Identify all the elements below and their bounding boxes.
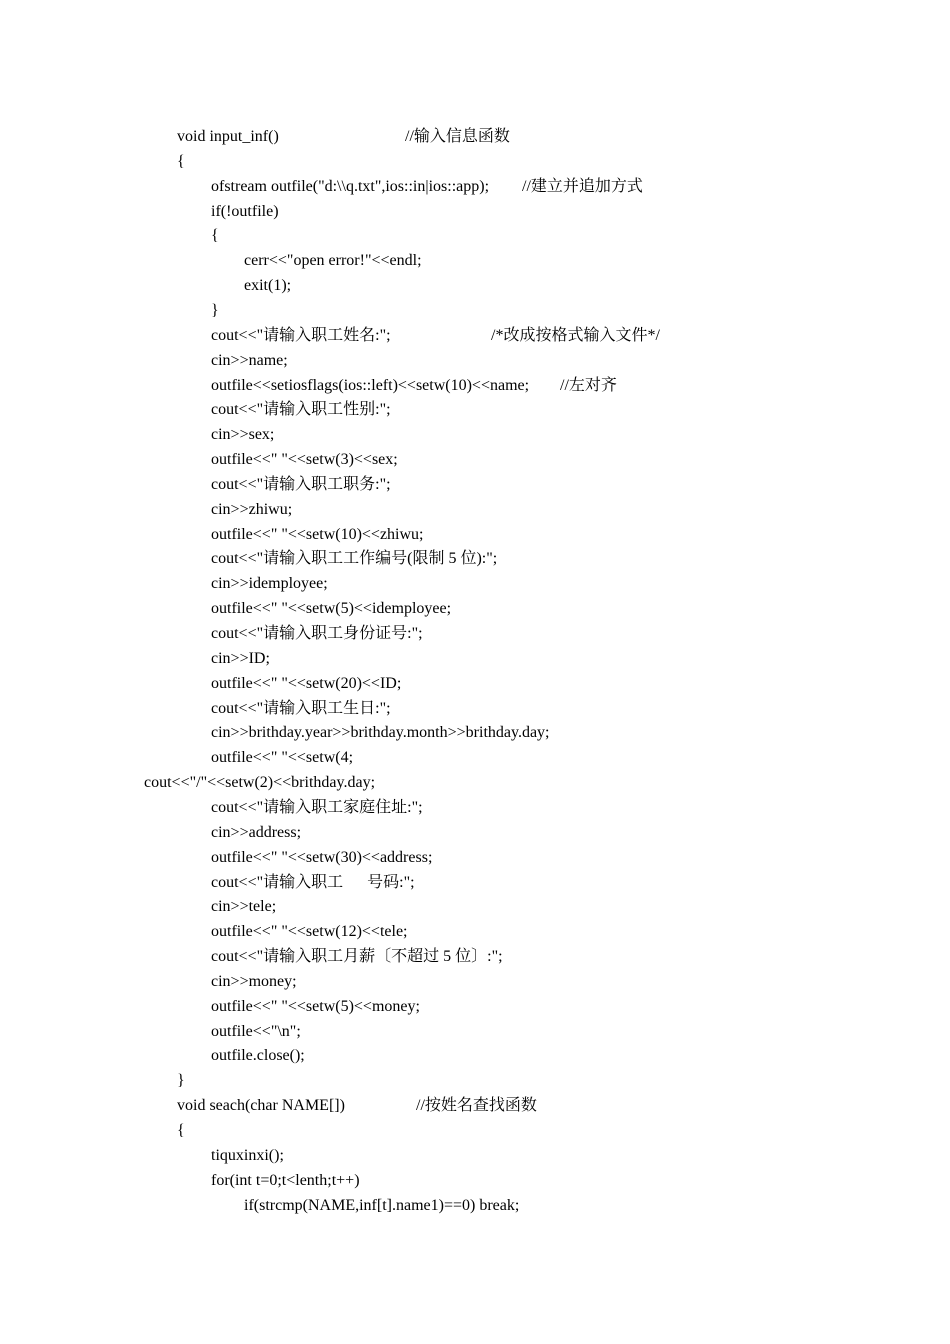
code-text: cout<<"请输入职工月薪〔不超过 5 位〕:"; (211, 948, 503, 966)
code-text: cin>>address; (211, 823, 302, 841)
code-text: outfile<<" "<<setw(5)<<money; (211, 997, 420, 1015)
code-text: outfile.close(); (211, 1047, 305, 1065)
code-text: cin>>name; (211, 351, 288, 369)
code-text: cin>>money; (211, 972, 297, 990)
code-text: outfile<<" "<<setw(4; (211, 749, 354, 767)
code-text: cout<<"请输入职工性别:"; (211, 401, 391, 419)
code-text: outfile<<" "<<setw(10)<<zhiwu; (211, 525, 424, 543)
code-text: cin>>idemployee; (211, 575, 328, 593)
code-text: cin>>brithday.year>>brithday.month>>brithday.day; (211, 724, 550, 742)
code-text: outfile<<setiosflags(ios::left)<<setw(10)<<name; (211, 376, 530, 394)
code-text: } (211, 301, 219, 319)
code-comment: //左对齐 (560, 376, 617, 394)
code-comment: //输入信息函数 (405, 128, 510, 145)
code-text: { (211, 227, 219, 245)
code-text: cout<<"请输入职工家庭住址:"; (211, 798, 423, 816)
code-comment: /*改成按格式输入文件*/ (491, 326, 660, 344)
code-text: if(strcmp(NAME,inf[t].name1)==0) break; (244, 1196, 520, 1214)
code-text: cin>>zhiwu; (211, 500, 293, 518)
code-text: cout<<"请输入职工姓名:"; (211, 326, 391, 344)
code-text: { (177, 152, 185, 170)
code-text: { (177, 1122, 185, 1139)
code-text: tiquxinxi(); (211, 1146, 284, 1164)
code-text: cout<<"请输入职工 号码:"; (211, 873, 415, 891)
code-text: cin>>tele; (211, 898, 277, 916)
code-text: outfile<<" "<<setw(5)<<idemployee; (211, 600, 452, 618)
code-text: cerr<<"open error!"<<endl; (244, 252, 422, 270)
code-comment: //按姓名查找函数 (416, 1097, 537, 1115)
code-text: outfile<<" "<<setw(12)<<tele; (211, 923, 408, 941)
code-text: outfile<<"\n"; (211, 1022, 301, 1040)
code-text: cout<<"/"<<setw(2)<<brithday.day; (144, 774, 376, 792)
code-text: void input_inf() (177, 128, 279, 145)
code-text: cin>>sex; (211, 426, 275, 444)
code-text: cout<<"请输入职工工作编号(限制 5 位):"; (211, 550, 498, 568)
code-text: outfile<<" "<<setw(30)<<address; (211, 848, 433, 866)
code-text: cout<<"请输入职工职务:"; (211, 475, 391, 493)
code-text: for(int t=0;t<lenth;t++) (211, 1171, 360, 1189)
code-text: cout<<"请输入职工生日:"; (211, 699, 391, 717)
code-text: cout<<"请输入职工身份证号:"; (211, 625, 423, 642)
code-text: void seach(char NAME[]) (177, 1097, 345, 1115)
code-text: if(!outfile) (211, 202, 279, 220)
code-text: outfile<<" "<<setw(20)<<ID; (211, 674, 402, 692)
code-comment: //建立并追加方式 (522, 177, 643, 195)
code-text: } (177, 1072, 185, 1090)
code-text: ofstream outfile("d:\\q.txt",ios::in|ios::app); (211, 177, 490, 195)
code-text: outfile<<" "<<setw(3)<<sex; (211, 451, 398, 469)
code-text: cin>>ID; (211, 649, 270, 667)
code-text: exit(1); (244, 277, 292, 295)
